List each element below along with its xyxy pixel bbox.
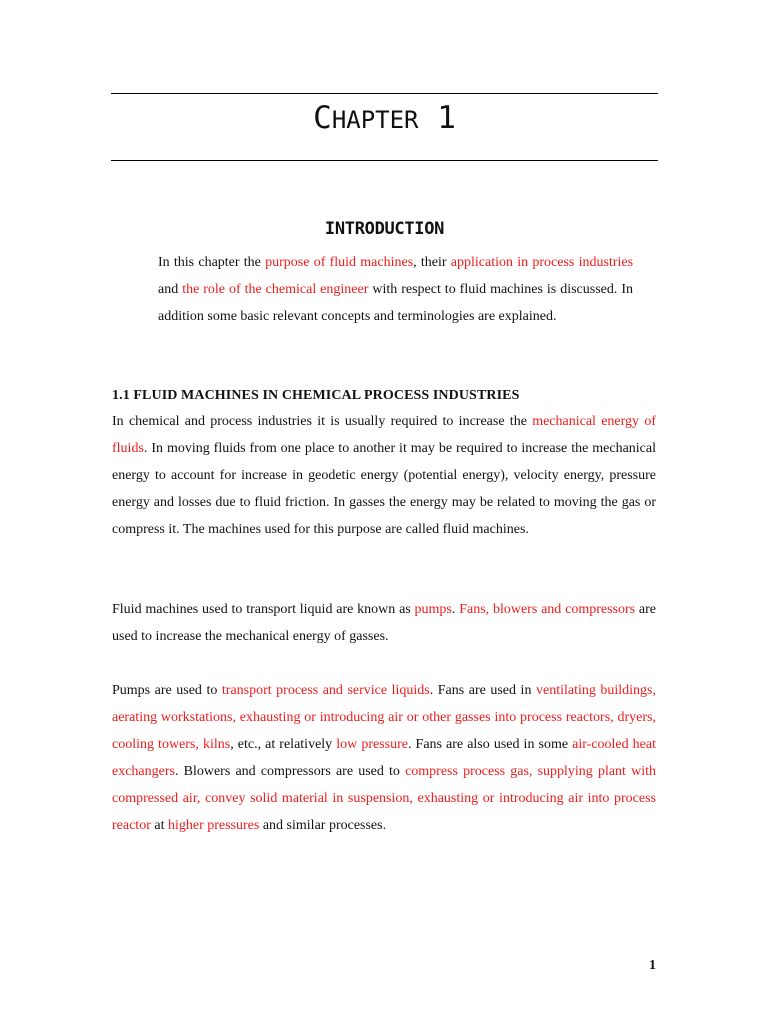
text-run: and similar processes.	[259, 818, 387, 833]
bottom-rule	[111, 160, 658, 161]
text-run: Pumps are used to	[112, 683, 222, 698]
text-run: In chemical and process industries it is usually required to increase the	[112, 414, 533, 429]
text-run: at	[150, 818, 168, 833]
text-run: , their	[413, 255, 451, 270]
section-title: INTRODUCTION	[324, 219, 445, 239]
highlighted-text: compress process gas, supplying plant with compressed air, convey solid material in suspension, exhausting or introducing air into process reactor	[112, 764, 656, 833]
text-run: . In moving fluids from one place to another it may be required to increase the mechanical energy to account for increase in geodetic energy (potential energy), velocity energy, pressure energy and losses due to fluid friction. In gasses the energy may be related to moving the gas or compress it. The machines used for this purpose are called fluid machines.	[112, 441, 656, 537]
paragraph-1	[112, 408, 656, 543]
highlighted-text: Fans, blowers and compressors	[459, 602, 636, 617]
highlighted-text: pumps	[414, 602, 452, 617]
highlighted-text: higher pressures	[167, 818, 260, 833]
text-run: and	[158, 282, 183, 297]
chapter-word: HAPTER	[331, 106, 419, 134]
highlighted-text: air-cooled heat exchangers	[112, 737, 656, 779]
highlighted-text: the role of the chemical engineer	[182, 282, 369, 297]
paragraph-3	[112, 677, 656, 839]
paragraph-2	[112, 596, 656, 650]
highlighted-text: purpose of fluid machines	[265, 255, 414, 270]
chapter-first-letter: C	[313, 100, 332, 136]
text-run: , etc., at relatively	[230, 737, 337, 752]
chapter-title	[111, 96, 658, 142]
highlighted-text: ventilating buildings, aerating workstations, exhausting or introducing air or other gasses into process reactors, dryers, cooling towers, kilns	[112, 683, 657, 752]
highlighted-text: transport process and service liquids	[221, 683, 430, 698]
text-run: .	[451, 602, 460, 617]
text-run: Fluid machines used to transport liquid are known as	[112, 602, 415, 617]
chapter-number: 1	[437, 100, 456, 136]
page-number: 1	[649, 958, 656, 973]
text-run: . Fans are used in	[429, 683, 536, 698]
text-run: . Fans are also used in some	[407, 737, 573, 752]
top-rule	[111, 93, 658, 94]
text-run: with respect to fluid machines is discussed. In addition some basic relevant concepts and terminologies are explained.	[158, 282, 633, 324]
highlighted-text: low pressure	[336, 737, 408, 752]
section-heading: 1.1 FLUID MACHINES IN CHEMICAL PROCESS INDUSTRIES	[112, 388, 520, 403]
highlighted-text: application in process industries	[450, 255, 634, 270]
highlighted-text: mechanical energy of fluids	[112, 414, 656, 456]
text-run: . Blowers and compressors are used to	[174, 764, 406, 779]
intro-paragraph	[158, 249, 633, 330]
text-run: In this chapter the	[158, 255, 266, 270]
text-run: are used to increase the mechanical energy of gasses.	[112, 602, 656, 644]
